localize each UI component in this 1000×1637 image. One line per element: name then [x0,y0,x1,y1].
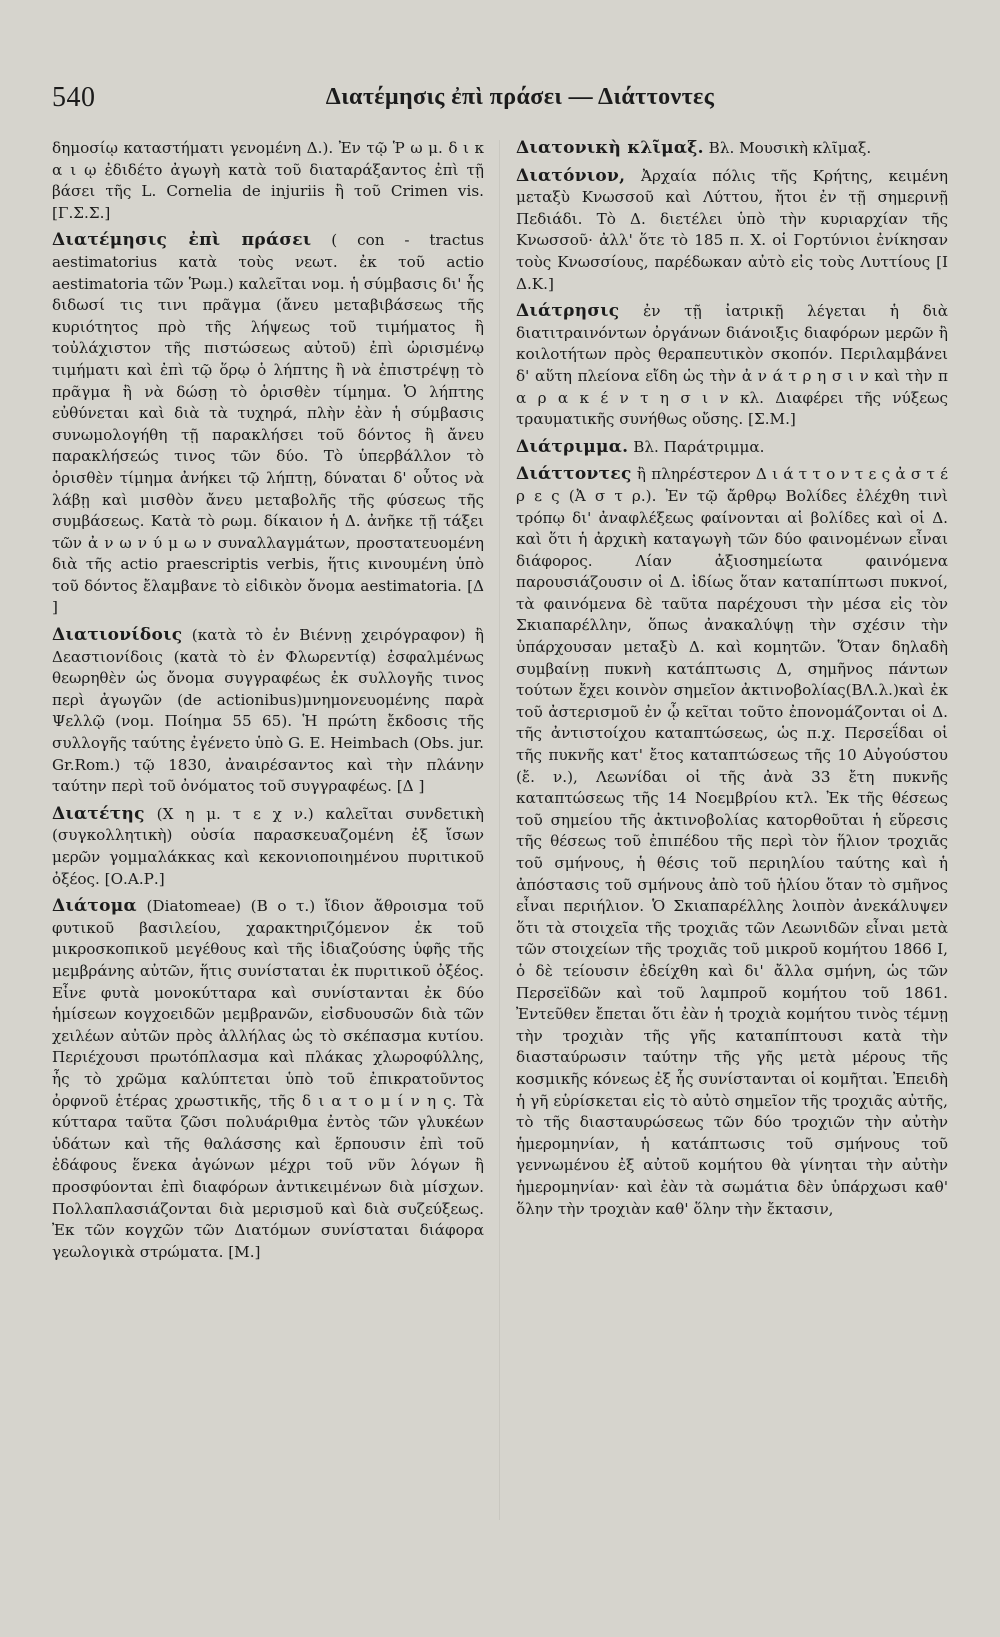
entry-text: ἐν τῇ ἰατρικῇ λέγεται ἡ διὰ διατιτραινόντων ὀργάνων διάνοιξις διαφόρων μερῶν ἢ κοιλοτήτων πρὸς θεραπευτικὸν σκοπόν. Περιλαμβάνει δ' αὕτη πλείονα εἴδη ὡς τὴν ἀ ν ά τ ρ η σ ι ν καὶ τὴν π α ρ α κ έ ν τ η σ ι ν κλ. Διαφέρει τῆς νύξεως τραυματικῆς συνήθως οὔσης. [Σ.Μ.] [516,302,948,429]
dictionary-entry [52,138,484,224]
page-header [52,82,960,122]
entry-text: Βλ. Μουσικὴ κλῖμαξ. [708,139,872,157]
entry-text: (Χ η μ. τ ε χ ν.) καλεῖται συνδετικὴ (συγκολλητικὴ) οὐσία παρασκευαζομένη ἐξ ἴσων μερῶν γομμαλάκκας καὶ κεκονιοποιημένου πυριτικοῦ ὀξέος. [Ο.Α.Ρ.] [52,804,484,888]
entry-text: (Diatomeae) (Β ο τ.) ἴδιον ἄθροισμα τοῦ φυτικοῦ βασιλείου, χαρακτηριζόμενον ἐκ τοῦ μικροσκοπικοῦ μεγέθους καὶ τῆς ἰδιαζούσης ὑφῆς τῆς μεμβράνης αὐτῶν, ἥτις συνίσταται ἐκ πυριτικοῦ ὀξέος. Εἶνε φυτὰ μονοκύτταρα καὶ συνίστανται ἐκ δύο ἡμίσεων κογχοειδῶν μεμβρανῶν, εἰσδυουσῶν διὰ τῶν χειλέων αὐτῶν πρὸς ἀλλήλας ὡς τὸ σκέπασμα κυτίου. Περιέχουσι πρωτόπλασμα καὶ πλάκας χλωροφύλλης, ἧς τὸ χρῶμα καλύπτεται ὑπὸ τοῦ ἐπικρατοῦντος ὀρφνοῦ ἑτέρας χρωστικῆς, τῆς δ ι α τ ο μ ί ν η ς. Τὰ κύτταρα ταῦτα ζῶσι πολυάριθμα ἐντὸς τῶν γλυκέων ὑδάτων καὶ τῆς θαλάσσης καὶ ἕρπουσιν ἐπὶ τοῦ ἐδάφους ἕνεκα ἀγώνων μέχρι τοῦ νῦν λόγων ἢ προσφύονται ἐπὶ διαφόρων ἀντικειμένων διὰ μίσχων. Πολλαπλασιάζονται διὰ μερισμοῦ καὶ διὰ συζεύξεως. Ἐκ τῶν κογχῶν τῶν Διατόμων συνίσταται διάφορα γεωλογικὰ στρώματα. [Μ.] [52,897,485,1261]
entry-headword: Διατέτης [52,803,145,824]
running-head: Διατέμησις ἐπὶ πράσει — Διάττοντες [325,84,715,110]
dictionary-entry [516,437,948,459]
dictionary-entry [516,464,948,1220]
dictionary-entry [52,804,484,890]
dictionary-entry [52,230,484,619]
dictionary-entry [516,301,948,431]
entry-headword: Διατιονίδοις [52,625,183,646]
entry-text: (κατὰ τὸ ἐν Βιέννῃ χειρόγραφον) ἢ Δεαστιονίδοις (κατὰ τὸ ἐν Φλωρεντίᾳ) ἐσφαλμένως θεωρηθὲν ὡς ὄνομα συγγραφέως ἐκ συλλογῆς τινος περὶ ἀγωγῶν (de actionibus)μνημονευομένης παρὰ Ψελλῷ (νομ. Ποίημα 55 65). Ἡ πρώτη ἔκδοσις τῆς συλλογῆς ταύτης ἐγένετο ὑπὸ G. E. Heimbach (Obs. jur. Gr.Rom.) τῷ 1830, ἀναιρέσαντος καὶ τὴν πλάνην ταύτην περὶ τοῦ ὀνόματος τοῦ συγγραφέως. [Δ ] [52,626,485,796]
entry-headword: Διάτριμμα. [516,436,629,457]
dictionary-entry [516,138,948,160]
page-number: 540 [52,82,96,113]
entry-text: ( con - tractus aestimatorius κατὰ τοὺς νεωτ. ἐκ τοῦ actio aestimatoria τῶν Ῥωμ.) καλεῖται νομ. ἡ σύμβασις δι' ἧς διδωσί τις τινι πρᾶγμα (ἄνευ μεταβιβάσεως τῆς κυριότητος πρὸ τῆς λήψεως τοῦ τιμήματος ἢ τοὐλάχιστον τῆς πιστώσεως αὐτοῦ) ἐπὶ ὡρισμένῳ τιμήματι καὶ ἐπὶ τῷ ὅρῳ ὁ λήπτης ἢ νὰ ἐπιστρέψῃ τὸ πρᾶγμα ἢ νὰ δώσῃ τὸ ὁρισθὲν τίμημα. Ὁ λήπτης εὐθύνεται καὶ διὰ τὰ τυχηρά, πλὴν ἐὰν ἡ σύμβασις συνωμολογήθη τῇ παρακλήσει τοῦ δόντος ἢ ἄνευ παρακλήσεώς τινος τῶν δύο. Τὸ ὑπερβάλλον τὸ ὁρισθὲν τίμημα ἀνήκει τῷ λήπτῃ, δύναται δ' οὗτος νὰ λάβῃ καὶ μισθὸν ἄνευ μεταβολῆς τῆς φύσεως τῆς συμβάσεως. Κατὰ τὸ ρωμ. δίκαιον ἡ Δ. ἀνῆκε τῇ τάξει τῶν ἀ ν ω ν ύ μ ω ν συναλλαγμάτων, προστατευομένη διὰ τῆς actio praescriptis verbis, ἥτις κινουμένη ὑπὸ τοῦ δόντος ἔλαμβανε τὸ εἰδικὸν ὄνομα aestimatoria. [Δ ] [52,231,485,617]
entry-text: Ἀρχαία πόλις τῆς Κρήτης, κειμένη μεταξὺ Κνωσσοῦ καὶ Λύττου, ἤτοι ἐν τῇ σημερινῇ Πεδιάδι. Τὸ Δ. διετέλει ὑπὸ τὴν κυριαρχίαν τῆς Κνωσσοῦ· ἀλλ' ὅτε τὸ 185 π. Χ. οἱ Γορτύνιοι ἐνίκησαν τοὺς Κνωσσίους, παρέδωκαν αὐτὸ εἰς τοὺς Λυττίους [Ι Δ.Κ.] [516,166,948,293]
entry-headword: Διάττοντες [516,464,632,485]
dictionary-entry [52,896,484,1263]
entry-headword: Διάτρησις [516,301,620,322]
dictionary-entry [52,625,484,798]
entry-headword: Διάτομα [52,896,137,917]
entry-headword: Διατονικὴ κλῖμαξ. [516,138,704,158]
dictionary-entry [516,166,948,296]
entry-headword: Διατέμησις ἐπὶ πράσει [52,230,312,251]
entry-text: ἢ πληρέστερον Δ ι ά τ τ ο ν τ ε ς ἀ σ τ έ ρ ε ς (Ἀ σ τ ρ.). Ἐν τῷ ἄρθρῳ Βολίδες ἐλέχθη τινὶ τρόπῳ δι' ἀναφλέξεως φαίνονται αἱ βολίδες καὶ οἱ Δ. καὶ ὅτι ἡ ἀρχικὴ καταγωγὴ τῶν δύο φαινομένων εἶναι διάφορος. Λίαν ἀξιοσημείωτα φαινόμενα παρουσιάζουσιν οἱ Δ. ἰδίως ὅταν καταπίπτωσι πυκνοί, τὰ φαινόμενα δὲ ταῦτα παρέχουσι τὴν μέσα εἰς τὸν Σκιαπαρέλλην, ὅπως ἀνακαλύψῃ τὴν σχέσιν τὴν ὑπάρχουσαν μεταξὺ Δ. καὶ κομητῶν. Ὅταν δηλαδὴ συμβαίνῃ πυκνὴ κατάπτωσις Δ, σημῆνος πάντων τούτων ἔχει κοινὸν σημεῖον ἀκτινοβολίας(ΒΛ.λ.)καὶ ἐκ τοῦ ἀστερισμοῦ ἐν ᾧ κεῖται τοῦτο ἐπονομάζονται οἱ Δ. τῆς ἀντιστοίχου καταπτώσεως, ὡς π.χ. Περσεΐδαι οἱ τῆς πυκνῆς κατ' ἔτος καταπτώσεως τῆς 10 Αὐγούστου (ἔ. ν.), Λεωνίδαι οἱ τῆς ἀνὰ 33 ἔτη πυκνῆς καταπτώσεως τῆς 14 Νοεμβρίου κτλ. Ἐκ τῆς θέσεως τοῦ σημείου τῆς ἀκτινοβολίας κατορθοῦται ἡ εὕρεσις τῆς θέσεως τοῦ ἐπιπέδου τῆς περὶ τὸν ἥλιον τροχιᾶς τοῦ σμήνους, ἡ θέσις τοῦ περιηλίου ταύτης καὶ ἡ ἀπόστασις τοῦ σμήνους ἀπὸ τοῦ ἡλίου ὅταν τὸ σμῆνος εἶναι περιήλιον. Ὁ Σκιαπαρέλλης λοιπὸν ἀνεκάλυψεν ὅτι τὰ στοιχεῖα τῆς τροχιᾶς τῶν Λεωνιδῶν εἶναι μετὰ τῶν στοιχείων τῆς τροχιᾶς τοῦ μικροῦ κομήτου 1866 Ι, ὁ δὲ τείουσιν ἐδείχθη καὶ δι' ἄλλα σμήνη, ὡς τῶν Περσεϊδῶν καὶ τοῦ λαμπροῦ κομήτου τοῦ 1861. Ἐντεῦθεν ἔπεται ὅτι ἐὰν ἡ τροχιὰ κομήτου τινὸς τέμνῃ τὴν τροχιὰν τῆς γῆς καταπίπτουσι κατὰ τὴν διασταύρωσιν ταύτην τῆς γῆς μετὰ μέρους τῆς κοσμικῆς κόνεως ἐξ ἧς συνίστανται οἱ κομῆται. Ἐπειδὴ ἡ γῆ εὑρίσκεται εἰς τὸ αὐτὸ σημεῖον τῆς τροχιᾶς αὐτῆς, τὸ τῆς διασταυρώσεως τῶν δύο τροχιῶν τὴν αὐτὴν ἡμερομηνίαν, ἡ κατάπτωσις τοῦ σμήνους τοῦ γεννωμένου ἐξ αὐτοῦ κομήτου θὰ γίνηται τὴν αὐτὴν ἡμερομηνίαν· καὶ ἐὰν τὰ σωμάτια δὲν ὑπάρχωσι καθ' ὅλην τὴν τροχιὰν καθ' ὅλην τὴν ἔκτασιν, [516,465,949,1218]
right-column [516,138,948,1226]
column-gutter [499,140,500,1520]
left-column [52,138,484,1269]
entry-text: δημοσίῳ καταστήματι γενομένη Δ.). Ἐν τῷ Ῥ ω μ. δ ι κ α ι ῳ ἐδιδέτο ἀγωγὴ κατὰ τοῦ διαταράξαντος ἐπὶ τῇ βάσει τῆς L. Cornelia de injuriis ἢ τοῦ Crimen vis. [Γ.Σ.Σ.] [52,139,484,222]
entry-text: Βλ. Παράτριμμα. [633,437,765,456]
entry-headword: Διατόνιον, [516,165,626,186]
